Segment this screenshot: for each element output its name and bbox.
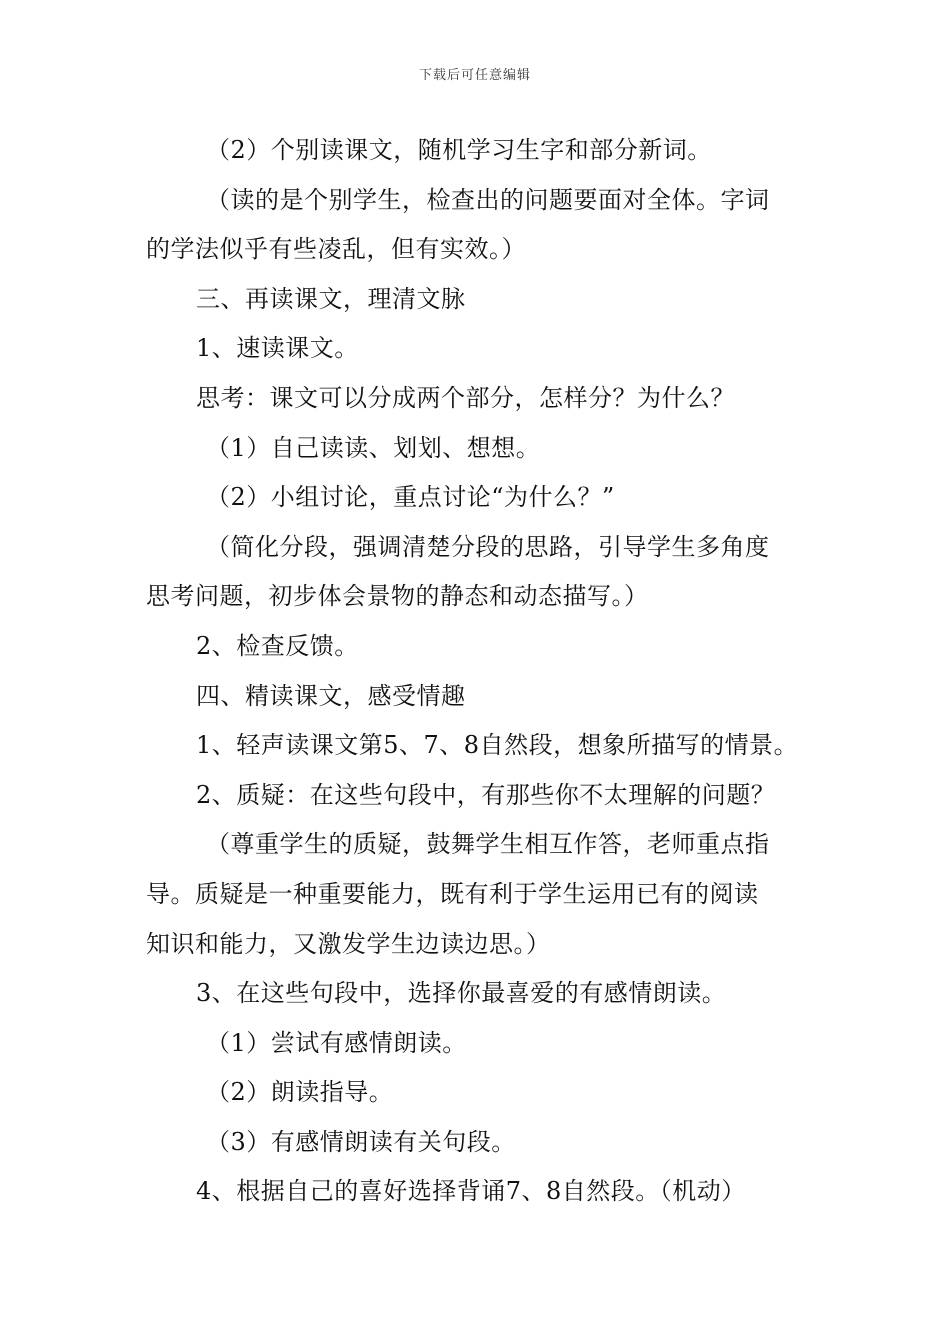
- paragraph-line: 导。质疑是一种重要能力，既有利于学生运用已有的阅读: [146, 879, 759, 908]
- paragraph-line: （1）尝试有感情朗读。: [206, 1028, 467, 1057]
- paragraph-line: 3、在这些句段中，选择你最喜爱的有感情朗读。: [196, 979, 727, 1008]
- paragraph-line: 思考问题，初步体会景物的静态和动态描写。）: [146, 582, 649, 611]
- paragraph-line: （尊重学生的质疑，鼓舞学生相互作答，老师重点指: [206, 830, 770, 859]
- paragraph-line: 的学法似乎有些凌乱，但有实效。）: [146, 235, 526, 264]
- paragraph-line: （2）朗读指导。: [206, 1078, 394, 1107]
- paragraph-line: （3）有感情朗读有关句段。: [206, 1127, 516, 1156]
- paragraph-line: （2）个别读课文，随机学习生字和部分新词。: [206, 136, 712, 164]
- paragraph-line: 思考：课文可以分成两个部分，怎样分？为什么？: [196, 383, 735, 412]
- paragraph-line: 1、轻声读课文第5、7、8自然段，想象所描写的情景。: [196, 731, 799, 760]
- paragraph-line: 2、质疑：在这些句段中，有那些你不太理解的问题？: [196, 780, 776, 809]
- paragraph-line: （读的是个别学生，检查出的问题要面对全体。字词: [206, 185, 770, 214]
- paragraph-line: （1）自己读读、划划、想想。: [206, 433, 541, 462]
- paragraph-line: （简化分段，强调清楚分段的思路，引导学生多角度: [206, 532, 770, 561]
- paragraph-line: 知识和能力，又激发学生边读边思。）: [146, 929, 551, 958]
- paragraph-line: （2）小组讨论，重点讨论“为什么？”: [206, 483, 615, 512]
- document-body: [146, 126, 810, 1217]
- paragraph-line: 2、检查反馈。: [196, 631, 359, 660]
- page-header: 下载后可任意编辑: [418, 68, 531, 83]
- paragraph-line: 1、速读课文。: [196, 334, 359, 363]
- paragraph-line: 4、根据自己的喜好选择背诵7、8自然段。（机动）: [196, 1177, 746, 1206]
- section-heading: 四、精读课文，感受情趣: [196, 681, 466, 710]
- section-heading: 三、再读课文，理清文脉: [196, 284, 466, 313]
